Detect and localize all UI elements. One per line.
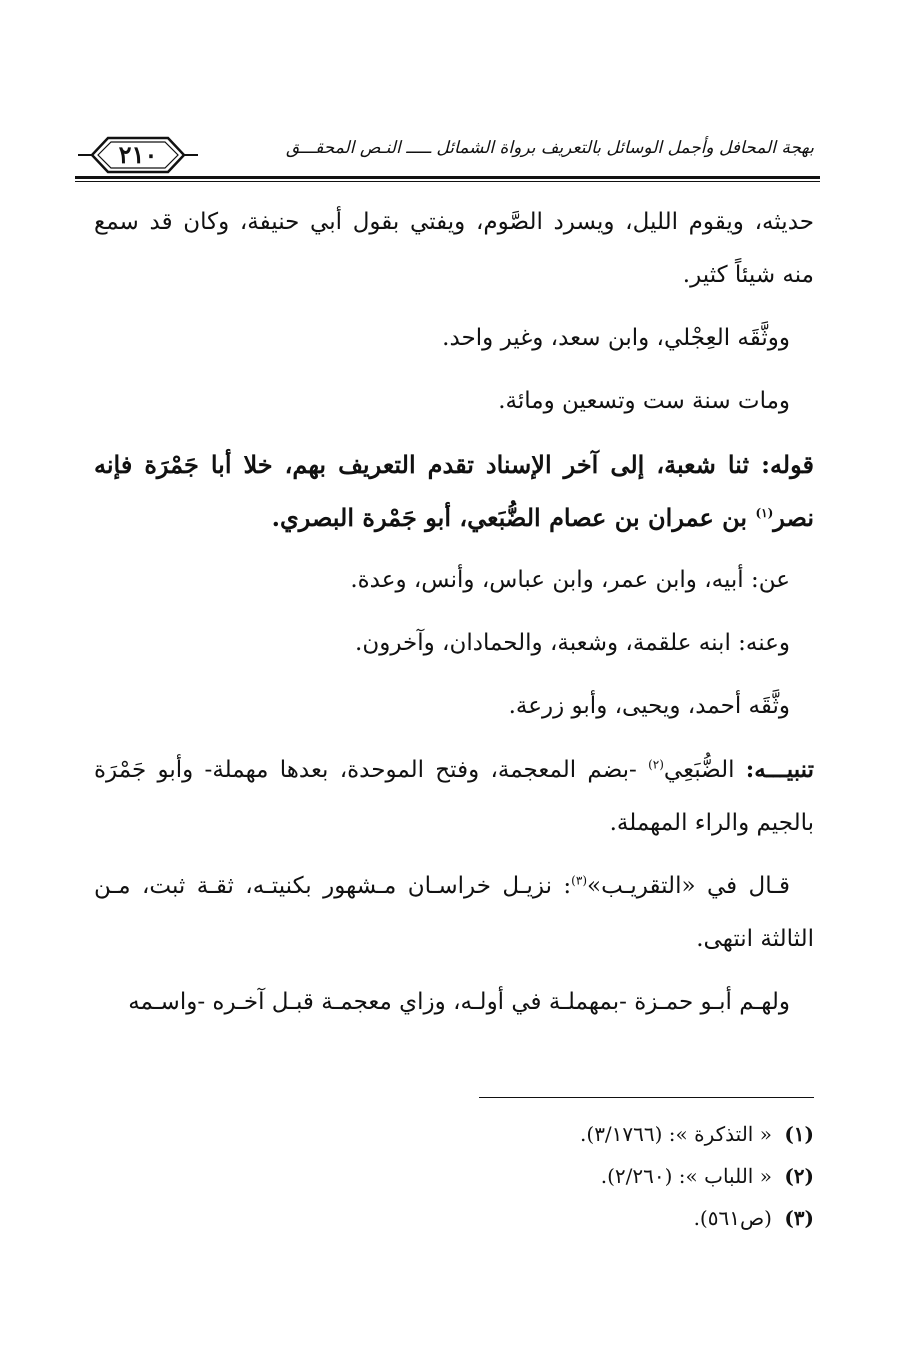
running-title: بهجة المحافل وأجمل الوسائل بالتعريف برواة الشمائل ـــــ النـص المحقـــق [286, 138, 814, 158]
paragraph-tail: : نزيـل خراسـان مـشهور بكنيتـه، ثقـة ثبت، مـن الثالثة انتهى. [94, 873, 814, 952]
main-text [94, 196, 814, 1039]
footnote-text: « التذكرة »: (٣/١٧٦٦). [580, 1122, 772, 1146]
footnote-text: « اللباب »: (٢/٢٦٠). [600, 1164, 772, 1188]
footnote [94, 1199, 814, 1237]
paragraph [94, 743, 814, 850]
footnote-reference[interactable]: (١) [755, 506, 774, 520]
paragraph-tail: بن عمران بن عصام الضُّبَعي، أبو جَمْرة البصري. [271, 503, 748, 532]
footnotes [94, 1115, 814, 1241]
footnote-reference[interactable]: (٣) [571, 873, 587, 888]
paragraph [94, 438, 814, 544]
footnote-number: (٢) [784, 1164, 814, 1188]
paragraph [94, 976, 814, 1029]
footnote [94, 1115, 814, 1153]
header-rule-thin [75, 181, 820, 182]
footnote-number: (١) [784, 1122, 814, 1146]
paragraph-text: وعنه: ابنه علقمة، وشعبة، والحمادان، وآخرون. [355, 630, 790, 656]
paragraph [94, 312, 814, 365]
paragraph [94, 680, 814, 733]
paragraph [94, 860, 814, 966]
footnote-separator [479, 1097, 814, 1098]
paragraph-text: الضُّبَعِي [663, 757, 735, 783]
paragraph [94, 617, 814, 670]
paragraph-text: إلى آخر الإسناد تقدم التعريف بهم، خلا أبا جَمْرَة فإنه نصر [94, 450, 814, 532]
footnote [94, 1157, 814, 1195]
paragraph [94, 554, 814, 607]
paragraph [94, 196, 814, 302]
paragraph-text: حديثه، ويقوم الليل، ويسرد الصَّوم، ويفتي بقول أبي حنيفة، وكان قد سمع منه شيئاً كثير. [94, 209, 814, 288]
paragraph [94, 375, 814, 428]
footnote-text: (ص٥٦١). [693, 1206, 772, 1230]
header-rule [75, 176, 820, 179]
page-number-badge [78, 132, 198, 178]
paragraph-text: عن: أبيه، وابن عمر، وابن عباس، وأنس، وعدة. [350, 567, 790, 593]
page-number: ٢١٠ [118, 140, 158, 169]
paragraph-text: ولهـم أبـو حمـزة -بمهملـة في أولـه، وزاي معجمـة قبـل آخـره -واسـمه [128, 989, 790, 1015]
paragraph-text: ووثَّقَه العِجْلي، وابن سعد، وغير واحد. [442, 325, 790, 351]
footnote-number: (٣) [784, 1206, 814, 1230]
paragraph-text: قـال في «التقريـب» [587, 873, 790, 899]
paragraph-lead: تنبيـــه: [745, 756, 815, 783]
footnote-reference[interactable]: (٢) [648, 757, 664, 772]
paragraph-tail: -بضم المعجمة، وفتح الموحدة، بعدها مهملة- وأبو جَمْرَة بالجيم والراء المهملة. [94, 757, 814, 836]
paragraph-text: وثَّقَه أحمد، ويحيى، وأبو زرعة. [508, 693, 790, 719]
paragraph-lead: قوله: ثنا شعبة، [656, 450, 814, 479]
paragraph-text: ومات سنة ست وتسعين ومائة. [498, 388, 790, 414]
